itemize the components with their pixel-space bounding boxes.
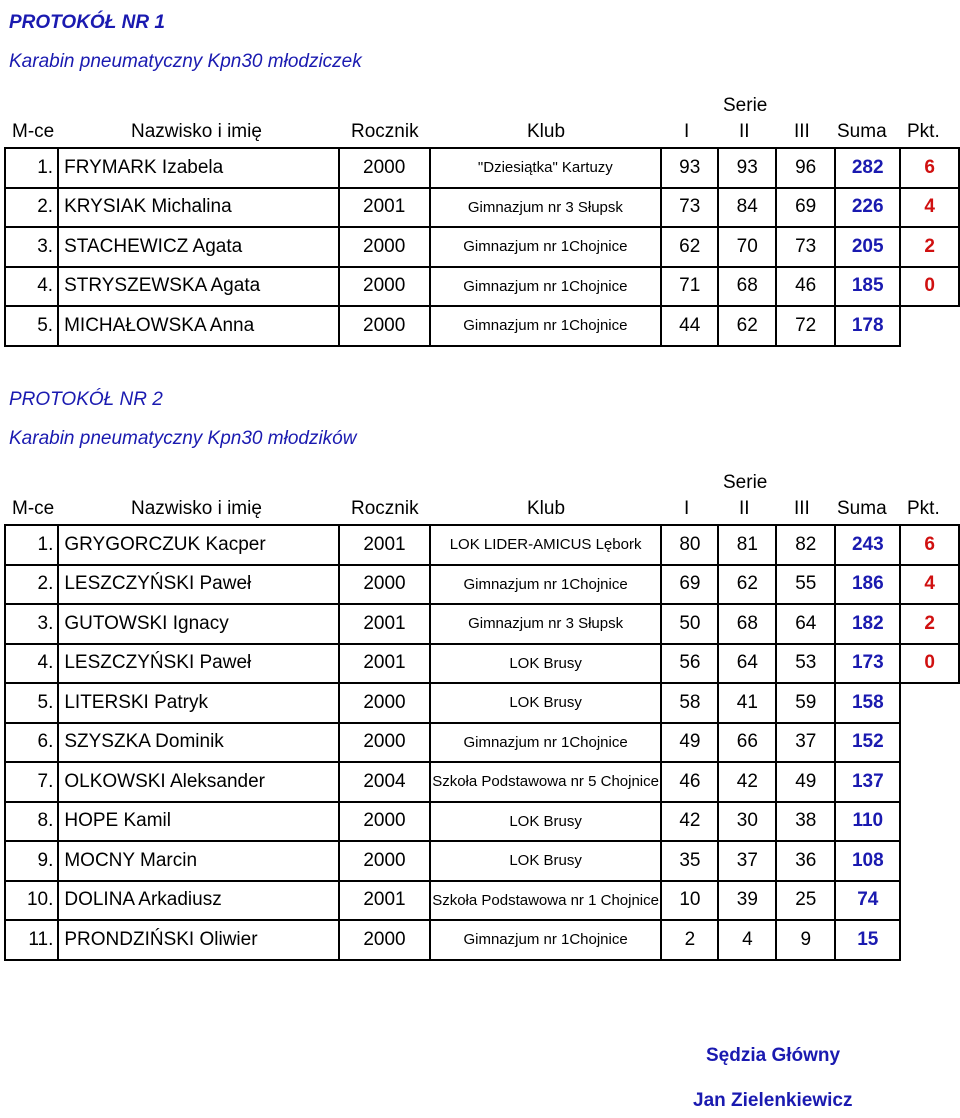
competitor-name: MICHAŁOWSKA Anna [58, 306, 339, 346]
series-1-score: 58 [661, 683, 718, 723]
place: 1. [5, 148, 58, 188]
total-score: 243 [835, 525, 900, 565]
header-pos: M-ce [12, 121, 55, 142]
series-2-score: 68 [718, 267, 776, 307]
total-score: 205 [835, 227, 900, 267]
total-score: 282 [835, 148, 900, 188]
series-2-score: 62 [718, 306, 776, 346]
birth-year: 2000 [339, 227, 430, 267]
competitor-name: MOCNY Marcin [58, 841, 339, 881]
club: Gimnazjum nr 1Chojnice [430, 565, 662, 605]
birth-year: 2001 [339, 644, 430, 684]
points [900, 841, 959, 881]
points: 0 [900, 267, 959, 307]
points: 4 [900, 565, 959, 605]
club: Gimnazjum nr 1Chojnice [430, 723, 662, 763]
competitor-name: STACHEWICZ Agata [58, 227, 339, 267]
points [900, 723, 959, 763]
birth-year: 2001 [339, 604, 430, 644]
series-3-score: 72 [776, 306, 835, 346]
table-row [5, 267, 959, 307]
competitor-name: LITERSKI Patryk [58, 683, 339, 723]
points: 0 [900, 644, 959, 684]
total-score: 74 [835, 881, 900, 921]
header-sum: Suma [837, 498, 887, 519]
series-1-score: 93 [661, 148, 718, 188]
place: 4. [5, 267, 58, 307]
table-row [5, 683, 959, 723]
series-2-score: 66 [718, 723, 776, 763]
series-1-score: 62 [661, 227, 718, 267]
place: 5. [5, 683, 58, 723]
birth-year: 2004 [339, 762, 430, 802]
birth-year: 2000 [339, 683, 430, 723]
total-score: 226 [835, 188, 900, 228]
series-3-score: 9 [776, 920, 835, 960]
birth-year: 2000 [339, 841, 430, 881]
points [900, 802, 959, 842]
competitor-name: STRYSZEWSKA Agata [58, 267, 339, 307]
birth-year: 2000 [339, 802, 430, 842]
place: 2. [5, 565, 58, 605]
series-1-score: 46 [661, 762, 718, 802]
table-row [5, 802, 959, 842]
protocol-2-title: PROTOKÓŁ NR 2 [9, 389, 163, 410]
birth-year: 2001 [339, 881, 430, 921]
header-name: Nazwisko i imię [131, 121, 262, 142]
club: Gimnazjum nr 1Chojnice [430, 227, 662, 267]
series-1-score: 10 [661, 881, 718, 921]
competitor-name: HOPE Kamil [58, 802, 339, 842]
table-row [5, 604, 959, 644]
header-series-3: III [794, 498, 810, 519]
table-row [5, 525, 959, 565]
series-1-score: 80 [661, 525, 718, 565]
series-2-score: 30 [718, 802, 776, 842]
competitor-name: GUTOWSKI Ignacy [58, 604, 339, 644]
total-score: 152 [835, 723, 900, 763]
table-row [5, 148, 959, 188]
judge-name: Jan Zielenkiewicz [693, 1090, 853, 1111]
series-2-score: 62 [718, 565, 776, 605]
competitor-name: OLKOWSKI Aleksander [58, 762, 339, 802]
table-row [5, 188, 959, 228]
header-year: Rocznik [351, 498, 419, 519]
header-name: Nazwisko i imię [131, 498, 262, 519]
series-2-score: 41 [718, 683, 776, 723]
club: "Dziesiątka" Kartuzy [430, 148, 662, 188]
points: 4 [900, 188, 959, 228]
judge-title: Sędzia Główny [706, 1045, 841, 1066]
competitor-name: DOLINA Arkadiusz [58, 881, 339, 921]
series-1-score: 42 [661, 802, 718, 842]
competitor-name: KRYSIAK Michalina [58, 188, 339, 228]
series-1-score: 49 [661, 723, 718, 763]
table-row [5, 723, 959, 763]
series-3-score: 96 [776, 148, 835, 188]
club: Gimnazjum nr 1Chojnice [430, 267, 662, 307]
series-1-score: 71 [661, 267, 718, 307]
competitor-name: PRONDZIŃSKI Oliwier [58, 920, 339, 960]
birth-year: 2001 [339, 188, 430, 228]
header-series-2: II [739, 121, 750, 142]
header-sum: Suma [837, 121, 887, 142]
series-3-score: 38 [776, 802, 835, 842]
points: 2 [900, 227, 959, 267]
header-series-2: II [739, 498, 750, 519]
series-3-score: 49 [776, 762, 835, 802]
total-score: 173 [835, 644, 900, 684]
competitor-name: LESZCZYŃSKI Paweł [58, 565, 339, 605]
club: Szkoła Podstawowa nr 5 Chojnice [430, 762, 662, 802]
series-1-score: 69 [661, 565, 718, 605]
series-2-score: 93 [718, 148, 776, 188]
header-series-1: I [684, 121, 690, 142]
header-points: Pkt. [907, 121, 940, 142]
header-pos: M-ce [12, 498, 55, 519]
birth-year: 2000 [339, 267, 430, 307]
birth-year: 2000 [339, 565, 430, 605]
club: LOK LIDER-AMICUS Lębork [430, 525, 662, 565]
club: Gimnazjum nr 3 Słupsk [430, 604, 662, 644]
club: LOK Brusy [430, 802, 662, 842]
table-row [5, 881, 959, 921]
total-score: 182 [835, 604, 900, 644]
place: 9. [5, 841, 58, 881]
protocol-1-table [4, 147, 960, 347]
place: 3. [5, 227, 58, 267]
series-1-score: 2 [661, 920, 718, 960]
place: 7. [5, 762, 58, 802]
club: Gimnazjum nr 1Chojnice [430, 306, 662, 346]
club: LOK Brusy [430, 644, 662, 684]
protocol-1-title: PROTOKÓŁ NR 1 [9, 12, 165, 33]
header-serie: Serie [723, 95, 768, 116]
series-2-score: 4 [718, 920, 776, 960]
points [900, 881, 959, 921]
series-3-score: 82 [776, 525, 835, 565]
points: 6 [900, 148, 959, 188]
series-2-score: 37 [718, 841, 776, 881]
series-3-score: 36 [776, 841, 835, 881]
total-score: 108 [835, 841, 900, 881]
club: Szkoła Podstawowa nr 1 Chojnice [430, 881, 662, 921]
protocol-2-subtitle: Karabin pneumatyczny Kpn30 młodzików [9, 428, 357, 449]
series-1-score: 44 [661, 306, 718, 346]
place: 8. [5, 802, 58, 842]
table-row [5, 644, 959, 684]
protocol-1-subtitle: Karabin pneumatyczny Kpn30 młodziczek [9, 51, 362, 72]
series-1-score: 56 [661, 644, 718, 684]
header-series-3: III [794, 121, 810, 142]
series-1-score: 35 [661, 841, 718, 881]
series-3-score: 55 [776, 565, 835, 605]
table-row [5, 306, 959, 346]
points: 2 [900, 604, 959, 644]
total-score: 15 [835, 920, 900, 960]
series-2-score: 68 [718, 604, 776, 644]
place: 5. [5, 306, 58, 346]
competitor-name: SZYSZKA Dominik [58, 723, 339, 763]
series-3-score: 64 [776, 604, 835, 644]
protocol-2-header [0, 472, 960, 522]
series-3-score: 69 [776, 188, 835, 228]
series-2-score: 84 [718, 188, 776, 228]
series-2-score: 70 [718, 227, 776, 267]
series-1-score: 73 [661, 188, 718, 228]
points [900, 920, 959, 960]
total-score: 185 [835, 267, 900, 307]
points: 6 [900, 525, 959, 565]
total-score: 158 [835, 683, 900, 723]
place: 1. [5, 525, 58, 565]
points [900, 683, 959, 723]
series-3-score: 46 [776, 267, 835, 307]
total-score: 137 [835, 762, 900, 802]
series-1-score: 50 [661, 604, 718, 644]
series-2-score: 81 [718, 525, 776, 565]
birth-year: 2000 [339, 148, 430, 188]
competitor-name: LESZCZYŃSKI Paweł [58, 644, 339, 684]
header-year: Rocznik [351, 121, 419, 142]
place: 4. [5, 644, 58, 684]
series-3-score: 73 [776, 227, 835, 267]
table-row [5, 762, 959, 802]
place: 10. [5, 881, 58, 921]
birth-year: 2000 [339, 306, 430, 346]
header-serie: Serie [723, 472, 768, 493]
series-2-score: 64 [718, 644, 776, 684]
header-club: Klub [527, 121, 566, 142]
header-points: Pkt. [907, 498, 940, 519]
table-row [5, 227, 959, 267]
series-3-score: 25 [776, 881, 835, 921]
protocol-2-table [4, 524, 960, 961]
series-3-score: 53 [776, 644, 835, 684]
club: Gimnazjum nr 1Chojnice [430, 920, 662, 960]
total-score: 110 [835, 802, 900, 842]
birth-year: 2000 [339, 920, 430, 960]
club: LOK Brusy [430, 841, 662, 881]
points [900, 762, 959, 802]
club: Gimnazjum nr 3 Słupsk [430, 188, 662, 228]
series-2-score: 39 [718, 881, 776, 921]
birth-year: 2000 [339, 723, 430, 763]
competitor-name: FRYMARK Izabela [58, 148, 339, 188]
total-score: 178 [835, 306, 900, 346]
points [900, 306, 959, 346]
birth-year: 2001 [339, 525, 430, 565]
place: 2. [5, 188, 58, 228]
place: 6. [5, 723, 58, 763]
table-row [5, 565, 959, 605]
header-series-1: I [684, 498, 690, 519]
series-3-score: 37 [776, 723, 835, 763]
place: 11. [5, 920, 58, 960]
series-2-score: 42 [718, 762, 776, 802]
series-3-score: 59 [776, 683, 835, 723]
header-club: Klub [527, 498, 566, 519]
club: LOK Brusy [430, 683, 662, 723]
place: 3. [5, 604, 58, 644]
protocol-1-header [0, 95, 960, 145]
total-score: 186 [835, 565, 900, 605]
table-row [5, 841, 959, 881]
table-row [5, 920, 959, 960]
competitor-name: GRYGORCZUK Kacper [58, 525, 339, 565]
